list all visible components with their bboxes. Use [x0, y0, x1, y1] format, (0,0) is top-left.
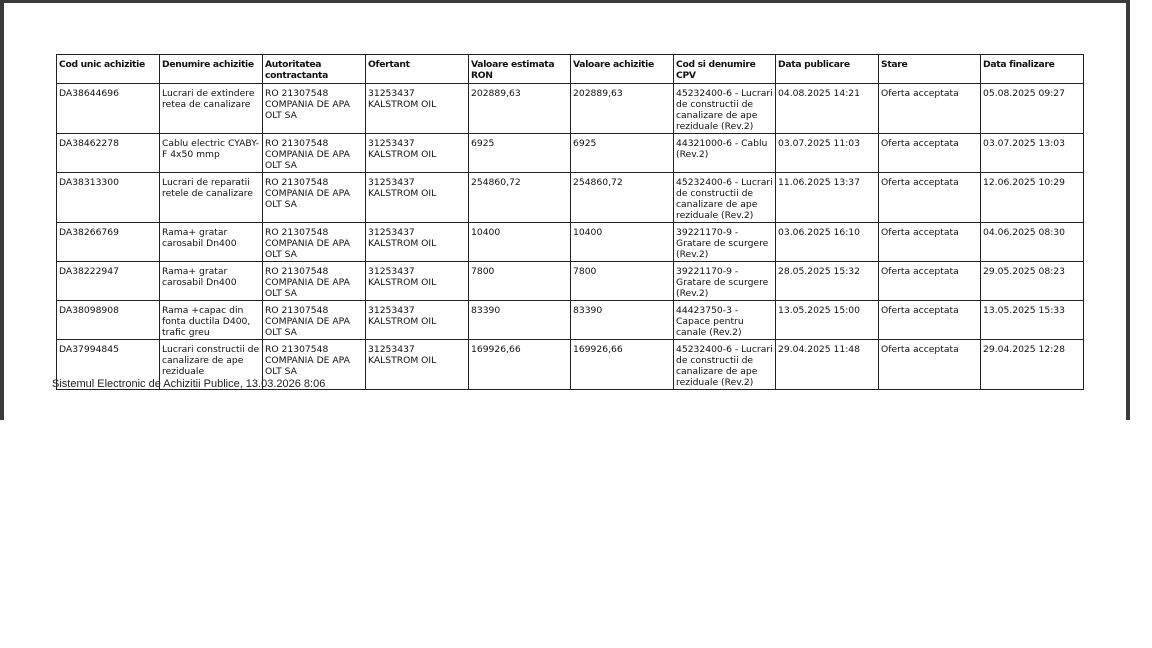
table-cell: 03.07.2025 11:03 — [776, 134, 879, 173]
table-cell: 10400 — [469, 223, 571, 262]
table-cell: DA38313300 — [57, 173, 160, 223]
table-cell: 04.06.2025 08:30 — [981, 223, 1084, 262]
table-cell: 04.08.2025 14:21 — [776, 84, 879, 134]
table-cell: 254860,72 — [469, 173, 571, 223]
table-cell: DA38266769 — [57, 223, 160, 262]
table-cell: 39221170-9 - Gratare de scurgere (Rev.2) — [674, 262, 776, 301]
table-cell: 45232400-6 - Lucrari de constructii de canalizare de ape reziduale (Rev.2) — [674, 173, 776, 223]
table-cell: 13.05.2025 15:33 — [981, 301, 1084, 340]
table-cell: 6925 — [571, 134, 674, 173]
table-cell: 202889,63 — [571, 84, 674, 134]
table-cell: Lucrari de extindere retea de canalizare — [160, 84, 263, 134]
table-cell: 254860,72 — [571, 173, 674, 223]
table-cell: 45232400-6 - Lucrari de constructii de canalizare de ape reziduale (Rev.2) — [674, 84, 776, 134]
table-cell: RO 21307548 COMPANIA DE APA OLT SA — [263, 134, 366, 173]
table-cell: 29.04.2025 12:28 — [981, 340, 1084, 390]
table-cell: Rama+ gratar carosabil Dn400 — [160, 223, 263, 262]
table-cell: Oferta acceptata — [879, 134, 981, 173]
table-body — [57, 84, 1084, 390]
table-cell: Oferta acceptata — [879, 223, 981, 262]
table-cell: 31253437 KALSTROM OIL — [366, 262, 469, 301]
table-cell: Oferta acceptata — [879, 84, 981, 134]
table-header-row — [57, 55, 1084, 84]
column-header: Data finalizare — [981, 55, 1084, 84]
table-cell: Lucrari constructii de canalizare de ape reziduale — [160, 340, 263, 390]
column-header: Denumire achizitie — [160, 55, 263, 84]
table-cell: 29.04.2025 11:48 — [776, 340, 879, 390]
table-row — [57, 301, 1084, 340]
table-row — [57, 223, 1084, 262]
column-header: Cod si denumire CPV — [674, 55, 776, 84]
table-cell: DA38462278 — [57, 134, 160, 173]
table-row — [57, 134, 1084, 173]
table-cell: Rama +capac din fonta ductila D400, trafic greu — [160, 301, 263, 340]
table-cell: Cablu electric CYABY-F 4x50 mmp — [160, 134, 263, 173]
table-cell: 31253437 KALSTROM OIL — [366, 134, 469, 173]
table-cell: 03.07.2025 13:03 — [981, 134, 1084, 173]
column-header: Valoare estimata RON — [469, 55, 571, 84]
table-cell: 202889,63 — [469, 84, 571, 134]
table-cell: 31253437 KALSTROM OIL — [366, 84, 469, 134]
table-cell: 83390 — [571, 301, 674, 340]
table-cell: Oferta acceptata — [879, 301, 981, 340]
table-cell: 169926,66 — [571, 340, 674, 390]
table-cell: Oferta acceptata — [879, 173, 981, 223]
table-cell: DA38098908 — [57, 301, 160, 340]
table-cell: 44423750-3 - Capace pentru canale (Rev.2) — [674, 301, 776, 340]
table-cell: 44321000-6 - Cablu (Rev.2) — [674, 134, 776, 173]
table-cell: 31253437 KALSTROM OIL — [366, 301, 469, 340]
table-cell: 31253437 KALSTROM OIL — [366, 173, 469, 223]
table-cell: 05.08.2025 09:27 — [981, 84, 1084, 134]
footer-text: Sistemul Electronic de Achizitii Publice, 13.03.2026 8:06 — [52, 378, 326, 390]
table-cell: Oferta acceptata — [879, 262, 981, 301]
table-cell: 10400 — [571, 223, 674, 262]
acquisitions-table — [56, 54, 1084, 390]
table-cell: 12.06.2025 10:29 — [981, 173, 1084, 223]
column-header: Valoare achizitie — [571, 55, 674, 84]
column-header: Ofertant — [366, 55, 469, 84]
table-row — [57, 84, 1084, 134]
table-cell: RO 21307548 COMPANIA DE APA OLT SA — [263, 84, 366, 134]
table-cell: 28.05.2025 15:32 — [776, 262, 879, 301]
table-cell: RO 21307548 COMPANIA DE APA OLT SA — [263, 223, 366, 262]
table-cell: DA38644696 — [57, 84, 160, 134]
column-header: Cod unic achizitie — [57, 55, 160, 84]
table-cell: DA37994845 — [57, 340, 160, 390]
table-cell: 39221170-9 - Gratare de scurgere (Rev.2) — [674, 223, 776, 262]
column-header: Stare — [879, 55, 981, 84]
table-cell: 7800 — [571, 262, 674, 301]
table-cell: 03.06.2025 16:10 — [776, 223, 879, 262]
table-cell: 6925 — [469, 134, 571, 173]
table-cell: DA38222947 — [57, 262, 160, 301]
table-cell: RO 21307548 COMPANIA DE APA OLT SA — [263, 173, 366, 223]
column-header: Data publicare — [776, 55, 879, 84]
table-cell: RO 21307548 COMPANIA DE APA OLT SA — [263, 262, 366, 301]
table-cell: Lucrari de reparatii retele de canalizare — [160, 173, 263, 223]
table-cell: 31253437 KALSTROM OIL — [366, 340, 469, 390]
table-cell: 29.05.2025 08:23 — [981, 262, 1084, 301]
table-cell: 45232400-6 - Lucrari de constructii de canalizare de ape reziduale (Rev.2) — [674, 340, 776, 390]
table-cell: 31253437 KALSTROM OIL — [366, 223, 469, 262]
table-row — [57, 262, 1084, 301]
table-cell: Rama+ gratar carosabil Dn400 — [160, 262, 263, 301]
column-header: Autoritatea contractanta — [263, 55, 366, 84]
table-cell: 13.05.2025 15:00 — [776, 301, 879, 340]
table-cell: Oferta acceptata — [879, 340, 981, 390]
table-cell: 7800 — [469, 262, 571, 301]
table-cell: 169926,66 — [469, 340, 571, 390]
table-cell: 83390 — [469, 301, 571, 340]
table-cell: RO 21307548 COMPANIA DE APA OLT SA — [263, 340, 366, 390]
table-cell: RO 21307548 COMPANIA DE APA OLT SA — [263, 301, 366, 340]
table-row — [57, 173, 1084, 223]
table-cell: 11.06.2025 13:37 — [776, 173, 879, 223]
